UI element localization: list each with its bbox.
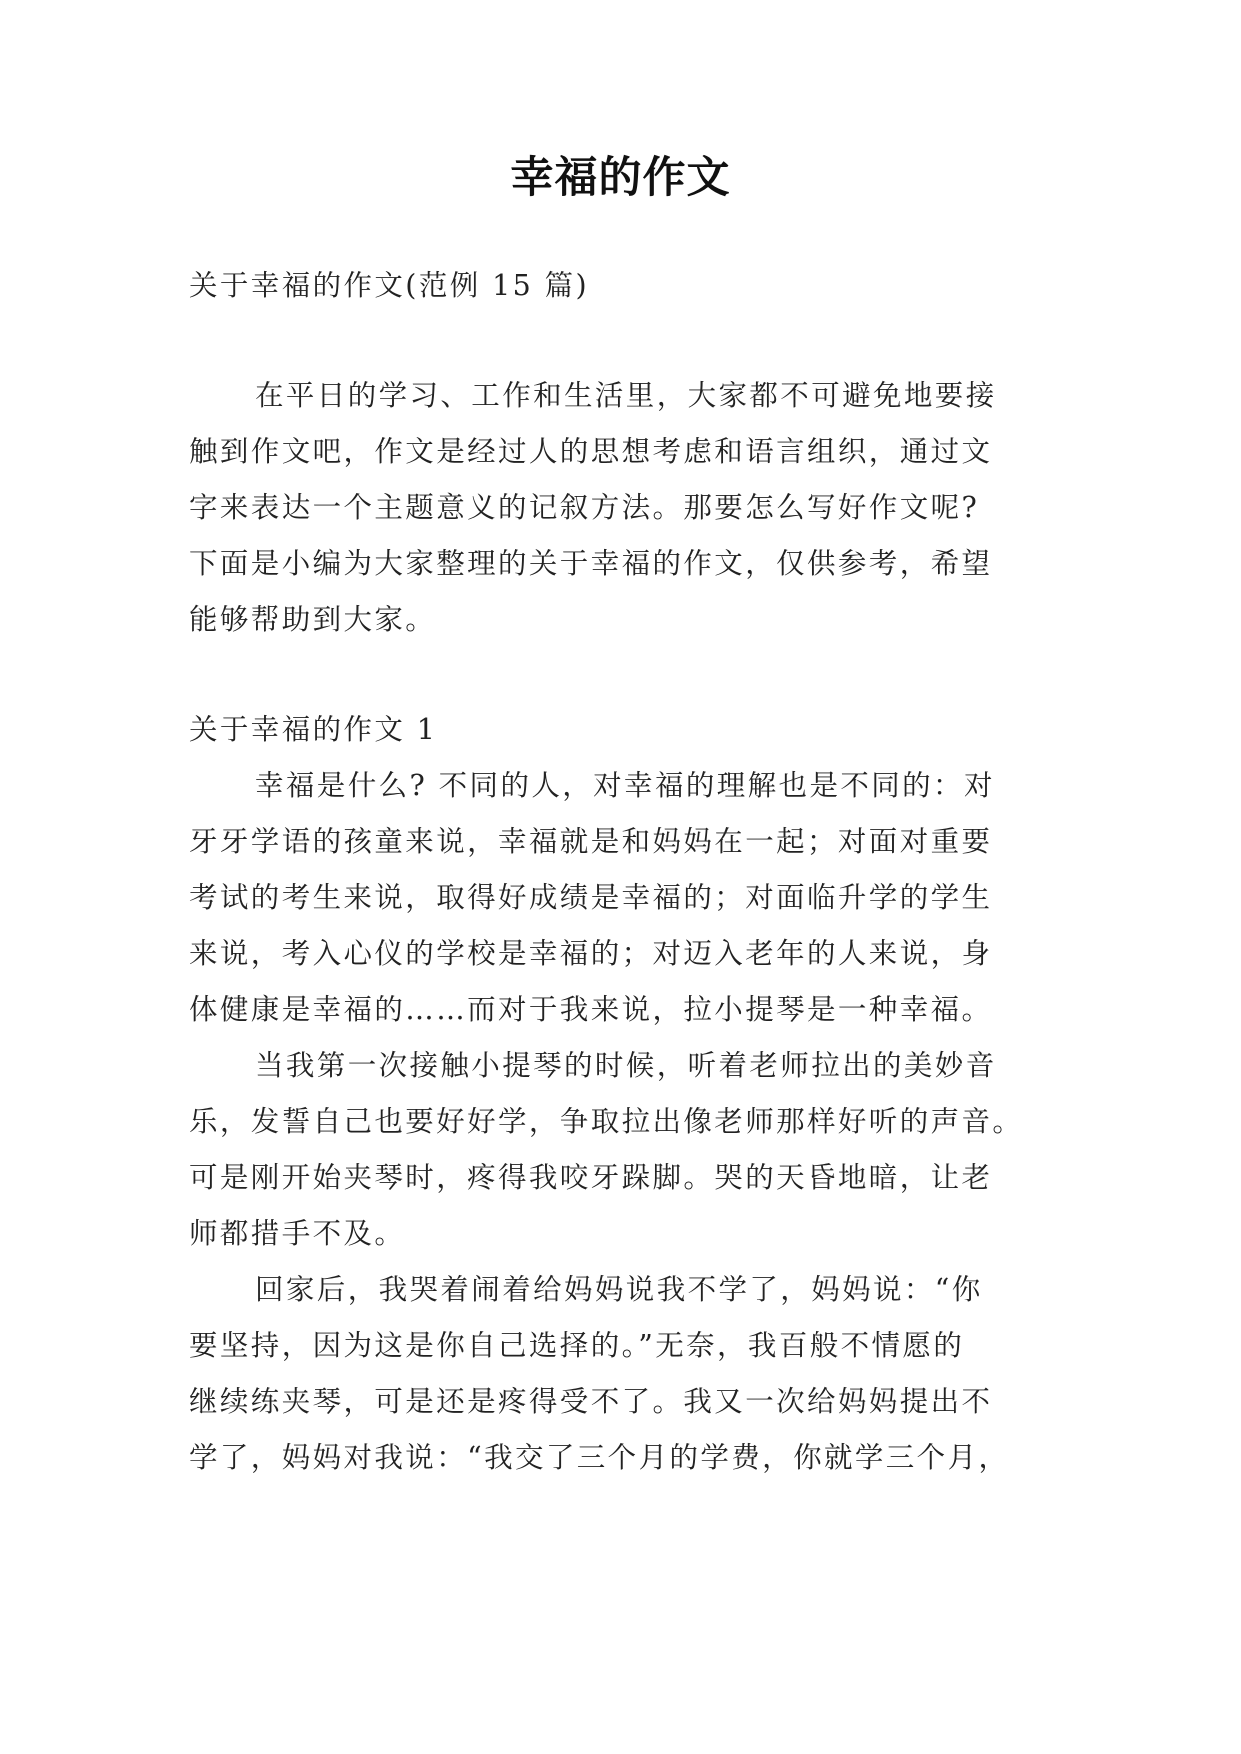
paragraph-line: 考试的考生来说，取得好成绩是幸福的；对面临升学的学生 (189, 881, 993, 914)
paragraph-line: 幸福是什么? 不同的人，对幸福的理解也是不同的：对 (255, 769, 995, 802)
spacer (189, 314, 1049, 368)
body-paragraph (189, 1262, 1049, 1486)
paragraph-line: 来说，考入心仪的学校是幸福的；对迈入老年的人来说，身 (189, 937, 993, 970)
paragraph-line: 继续练夹琴，可是还是疼得受不了。我又一次给妈妈提出不 (189, 1385, 993, 1418)
document-title: 幸福的作文 (510, 153, 731, 203)
paragraph-line: 字来表达一个主题意义的记叙方法。那要怎么写好作文呢? (189, 491, 980, 524)
paragraph-line: 回家后，我哭着闹着给妈妈说我不学了，妈妈说：“你 (255, 1273, 983, 1306)
paragraph-line: 学了，妈妈对我说：“我交了三个月的学费，你就学三个月， (189, 1441, 1010, 1474)
paragraph-line: 乐，发誓自己也要好好学，争取拉出像老师那样好听的声音。 (189, 1105, 1024, 1138)
body-paragraph (189, 758, 1049, 1038)
intro-paragraph (189, 368, 1049, 648)
paragraph-line: 可是刚开始夹琴时，疼得我咬牙跺脚。哭的天昏地暗，让老 (189, 1161, 993, 1194)
paragraph-line: 能够帮助到大家。 (189, 603, 437, 636)
document-subtitle: 关于幸福的作文(范例 15 篇) (189, 269, 590, 302)
paragraph-line: 师都措手不及。 (189, 1217, 406, 1250)
body-paragraph (189, 1038, 1049, 1262)
document-body (189, 258, 1049, 1486)
paragraph-line: 要坚持，因为这是你自己选择的。”无奈，我百般不情愿的 (189, 1329, 965, 1362)
paragraph-line: 下面是小编为大家整理的关于幸福的作文，仅供参考，希望 (189, 547, 993, 580)
paragraph-line: 牙牙学语的孩童来说，幸福就是和妈妈在一起；对面对重要 (189, 825, 993, 858)
paragraph-line: 当我第一次接触小提琴的时候，听着老师拉出的美妙音 (255, 1049, 997, 1082)
paragraph-line: 在平日的学习、工作和生活里，大家都不可避免地要接 (255, 379, 997, 412)
spacer (189, 648, 1049, 702)
section-heading: 关于幸福的作文 1 (189, 713, 438, 746)
paragraph-line: 触到作文吧，作文是经过人的思想考虑和语言组织，通过文 (189, 435, 993, 468)
paragraph-line: 体健康是幸福的……而对于我来说，拉小提琴是一种幸福。 (189, 993, 993, 1026)
